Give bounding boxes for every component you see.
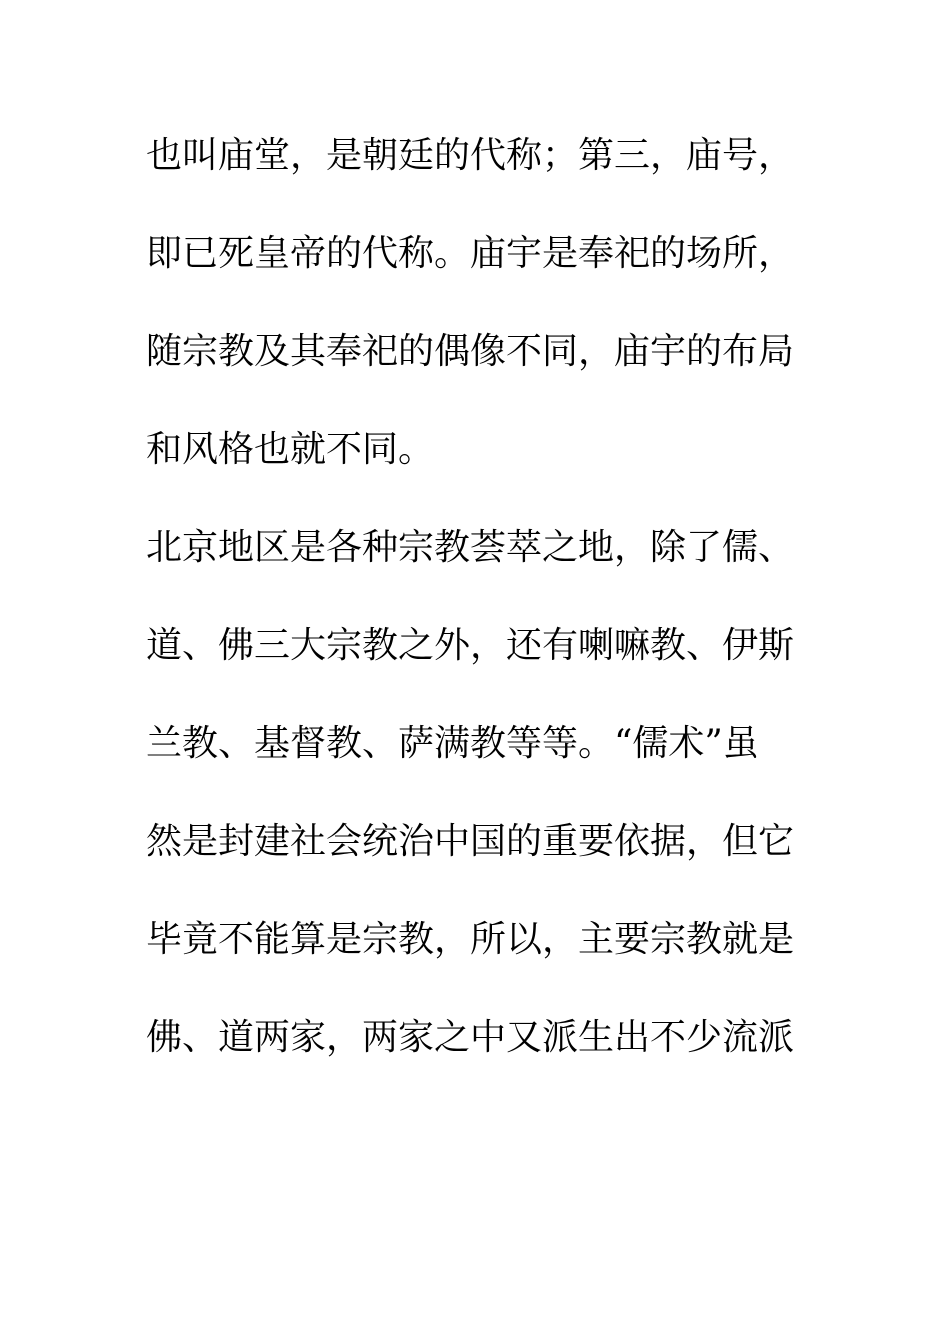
text-line: 也叫庙堂，是朝廷的代称；第三，庙号，	[146, 135, 795, 176]
text-line: 毕竟不能算是宗教，所以，主要宗教就是	[146, 919, 795, 960]
text-line: 佛、道两家，两家之中又派生出不少流派	[146, 1017, 795, 1058]
text-line: 和风格也就不同。	[146, 429, 435, 470]
text-line: 道、佛三大宗教之外，还有喇嘛教、伊斯	[146, 625, 795, 666]
text-line: 北京地区是各种宗教荟萃之地，除了儒、	[146, 527, 795, 568]
text-line: 兰教、基督教、萨满教等等。“儒术”虽	[146, 723, 759, 764]
text-line: 然是封建社会统治中国的重要依据，但它	[146, 821, 795, 862]
text-line: 即已死皇帝的代称。庙宇是奉祀的场所，	[146, 233, 795, 274]
text-line: 随宗教及其奉祀的偶像不同，庙宇的布局	[146, 331, 795, 372]
